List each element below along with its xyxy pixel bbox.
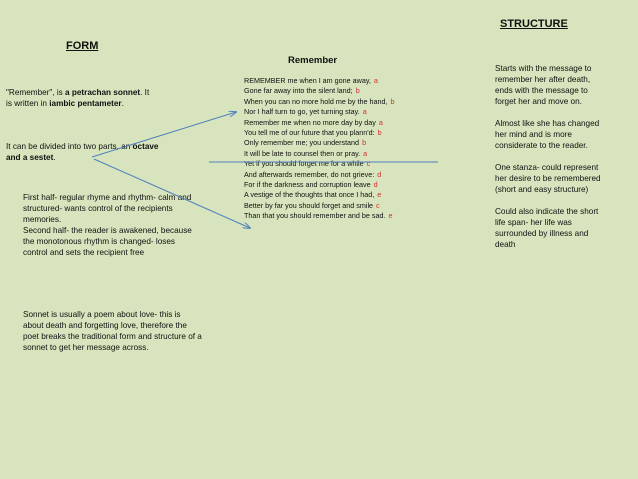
form-intro-text: "Remember", is [6,88,66,97]
form-division-emphasis: octave and a sestet [6,142,159,162]
rhyme-letter: c [366,159,371,169]
rhyme-letter: b [377,128,382,138]
rhyme-letter: d [377,169,382,179]
poem-line-text: When you can no more hold me by the hand, [244,96,388,106]
rhyme-letter: a [378,117,383,127]
poem-line-text: Yet if you should forget me for a while [244,159,364,169]
structure-paragraph: Almost like she has changed her mind and is more considerate to the reader. [495,119,600,150]
form-division-text: It can be divided into two parts, an [6,142,133,151]
form-intro-emphasis: iambic pentameter [49,99,122,108]
form-intro-text: . [121,99,124,108]
poem-line-text: Only remember me; you understand [244,138,360,148]
arrow-to-sestet [94,159,250,228]
form-intro-emphasis: a petrachan sonnet [65,88,141,97]
rhyme-letter: b [362,138,367,148]
poem-line-text: Gone far away into the silent land; [244,86,353,96]
structure-paragraph: One stanza- could represent her desire to be remembered (short and easy structure) [495,163,601,194]
poem-line-text: Remember me when no more day by day [244,117,376,127]
poem-line-text: REMEMBER me when I am gone away, [244,76,371,85]
poem-line-text: Nor I half turn to go, yet turning stay. [244,107,360,117]
rhyme-letter: b [390,96,395,106]
rhyme-letter: e [388,211,393,221]
rhyme-letter: a [363,148,368,158]
rhyme-letter: c [376,200,380,210]
structure-heading: STRUCTURE [500,18,568,30]
rhyme-letter: d [373,180,378,190]
poem-line-text: And afterwards remember, do not grieve: [244,169,375,179]
rhyme-letter: e [377,190,382,200]
poem-line-text: It will be late to counsel then or pray. [244,148,361,158]
poem-line-text: Better by far you should forget and smile [244,200,374,210]
form-division-text: . [53,153,56,162]
rhyme-letter: a [362,107,367,117]
structure-paragraph: Could also indicate the short life span- her life was surrounded by illness and death [495,207,599,249]
poem-line-text: For if the darkness and corruption leave [244,180,371,190]
structure-paragraph: Starts with the message to remember her after death, ends with the message to forget her and move on. [495,64,592,106]
poem-title: Remember [288,55,338,66]
form-first-half: First half- regular rhyme and rhythm- calm and structured- wants control of the recipients memories. [23,193,192,224]
rhyme-letter: a [373,76,378,85]
form-intro-text: . It is written in [6,88,150,108]
form-sonnet-note: Sonnet is usually a poem about love- this is about death and forgetting love, therefore the poet breaks the traditional form and structure of a sonnet to get her message across. [23,310,202,352]
rhyme-letter: b [355,86,360,96]
poem-line-text: A vestige of the thoughts that once I had, [244,190,375,200]
form-heading: FORM [66,40,99,52]
poem-line-text: You tell me of our future that you plann'd: [244,128,375,138]
arrow-to-octave [92,112,236,157]
form-second-half: Second half- the reader is awakened, because the monotonous rhythm is changed- loses control and sets the recipient free [23,226,192,257]
poem-line-text: Than that you should remember and be sad. [244,211,386,221]
